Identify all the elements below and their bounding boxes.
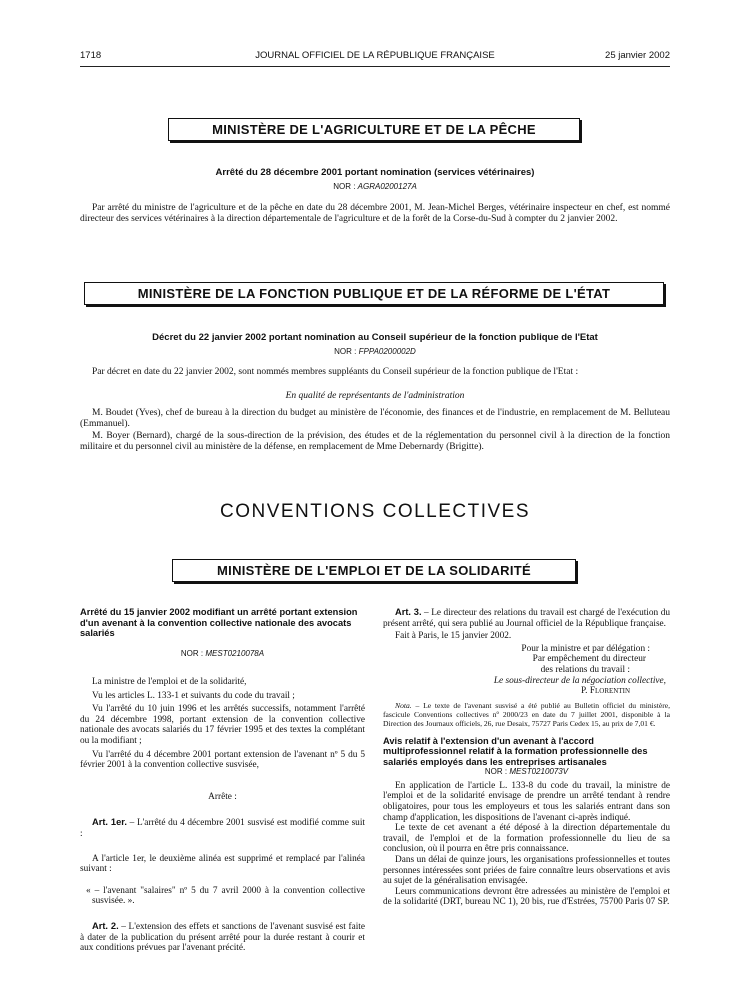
left-column	[80, 607, 365, 954]
ministry-emploi-box: MINISTÈRE DE L'EMPLOI ET DE LA SOLIDARITÉ	[172, 559, 576, 582]
journal-title: JOURNAL OFFICIEL DE LA RÉPUBLIQUE FRANÇAISE	[255, 50, 495, 61]
arrete-agriculture-title: Arrêté du 28 décembre 2001 portant nomination (services vétérinaires)	[215, 167, 535, 178]
signature-line-3: des relations du travail :	[540, 664, 630, 675]
issue-date: 25 janvier 2002	[605, 50, 670, 61]
right-column	[383, 607, 670, 908]
article-3: Art. 3. – Le directeur des relations du travail est chargé de l'exécution du présent arrêté, qui sera publié au Journal officiel de la République française.	[383, 607, 670, 629]
nor-fonction-publique: NOR : FPPA0200002D	[334, 347, 416, 356]
arrete-avocats-title: Arrêté du 15 janvier 2002 modifiant un arrêté portant extension d'un avenant à la convention collective nationale des avocats salariés	[80, 607, 358, 638]
nor-agriculture: NOR : AGRA0200127A	[333, 182, 417, 191]
vu-articles: Vu les articles L. 133-1 et suivants du code du travail ;	[92, 690, 295, 701]
signatory-name: P. Florentin	[581, 686, 630, 697]
article-2: Art. 2. – L'extension des effets et sanctions de l'avenant susvisé est faite à dater de la publication du présent arrêté pour la durée restant à courir et aux conditions prévues par l'avenant précité.	[80, 921, 365, 954]
signature-line-1: Pour la ministre et par délégation :	[521, 643, 650, 654]
decret-fonction-publique-title: Décret du 22 janvier 2002 portant nomination au Conseil supérieur de la fonction publique de l'Etat	[152, 332, 598, 343]
ministry-fonction-publique-box: MINISTÈRE DE LA FONCTION PUBLIQUE ET DE LA RÉFORME DE L'ÉTAT	[84, 282, 664, 305]
avis-paragraph-1: En application de l'article L. 133-8 du code du travail, la ministre de l'emploi et de la solidarité envisage de prendre un arrêté tendant à rendre obligatoires, pour tous les employeurs et tous les salariés entrant dans son champ d'application, les dispositions de l'avenant ci-après indiqué.	[383, 780, 670, 823]
ministry-agriculture-box: MINISTÈRE DE L'AGRICULTURE ET DE LA PÊCHE	[168, 118, 580, 141]
page-header	[80, 50, 670, 64]
page-number: 1718	[80, 50, 102, 61]
avis-paragraph-4: Leurs communications devront être adressées au ministère de l'emploi et de la solidarité (DRT, bureau NC 1), 20 bis, rue d'Estrées, 75700 Paris 07 SP.	[383, 886, 670, 908]
signature-line-4: Le sous-directeur de la négociation collective,	[493, 675, 666, 686]
avenant-salaires-quote: « – l'avenant "salaires" nº 5 du 7 avril 2000 à la convention collective susvisée. ».	[86, 885, 365, 907]
article-1-detail: A l'article 1er, le deuxième alinéa est supprimé et remplacé par l'alinéa suivant :	[80, 853, 365, 875]
representants-subheading: En qualité de représentants de l'administration	[285, 391, 465, 401]
nota-note: Nota. – Le texte de l'avenant susvisé a été publié au Bulletin officiel du ministère, fascicule Conventions collectives nº 2000/23 en date du 7 juillet 2001, disponible à la Direction des Journaux officiels, 26, rue Desaix, 75727 Paris Cedex 15, au prix de 7,01 €.	[383, 700, 670, 728]
signature-line-2: Par empêchement du directeur	[532, 654, 646, 665]
avis-paragraph-3: Dans un délai de quinze jours, les organisations professionnelles et toutes personnes intéressées sont priées de faire connaître leurs observations et avis au sujet de la généralisation envisagée.	[383, 855, 670, 887]
nor-avis: NOR : MEST0210073V	[484, 767, 569, 777]
agriculture-body: Par arrêté du ministre de l'agriculture et de la pêche en date du 28 décembre 2001, M. Jean-Michel Berges, vétérinaire inspecteur en chef, est nommé directeur des services vétérinaires à la direction départementale de l'agriculture et de la forêt de la Corse-du-Sud à compter du 2 janvier 2002.	[80, 203, 670, 224]
avis-title: Avis relatif à l'extension d'un avenant à l'accord multiprofessionnel relatif à la formation professionnelle des salariés employés dans les entreprises artisanales	[383, 735, 648, 767]
minister-line: La ministre de l'emploi et de la solidarité,	[92, 677, 247, 688]
vu-arrete-1996: Vu l'arrêté du 10 juin 1996 et les arrêtés successifs, notamment l'arrêté du 24 décembre 1998, portant extension de la convention collective nationale des avocats salariés du 17 février 1995 et des textes la complétant ou la modifiant ;	[80, 704, 365, 747]
conventions-collectives-heading: CONVENTIONS COLLECTIVES	[219, 501, 531, 522]
fait-a-paris: Fait à Paris, le 15 janvier 2002.	[395, 631, 512, 642]
arrete-heading: Arrête :	[208, 791, 237, 802]
decret-intro: Par décret en date du 22 janvier 2002, sont nommés membres suppléants du Conseil supérieur de la fonction publique de l'Etat :	[92, 367, 579, 377]
member-boudet: M. Boudet (Yves), chef de bureau à la direction du budget au ministère de l'économie, des finances et de l'industrie, en remplacement de M. Belluteau (Emmanuel).	[80, 408, 670, 429]
avis-paragraph-2: Le texte de cet avenant a été déposé à la direction départementale du travail, de l'emploi et de la formation professionnelle du lieu de sa conclusion, où il pourra en être pris connaissance.	[383, 823, 670, 855]
article-1: Art. 1er. – L'arrêté du 4 décembre 2001 susvisé est modifié comme suit :	[80, 817, 365, 840]
vu-arrete-2001: Vu l'arrêté du 4 décembre 2001 portant extension de l'avenant nº 5 du 5 février 2001 à la convention collective susvisée,	[80, 749, 365, 771]
member-boyer: M. Boyer (Bernard), chargé de la sous-direction de la prévision, des études et de la réglementation du personnel civil à la direction de la fonction militaire et du personnel civil au ministère de la défense, en remplacement de Mme Debernardy (Brigitte).	[80, 431, 670, 452]
nor-avocats: NOR : MEST0210078A	[180, 648, 265, 658]
header-rule	[80, 66, 670, 67]
